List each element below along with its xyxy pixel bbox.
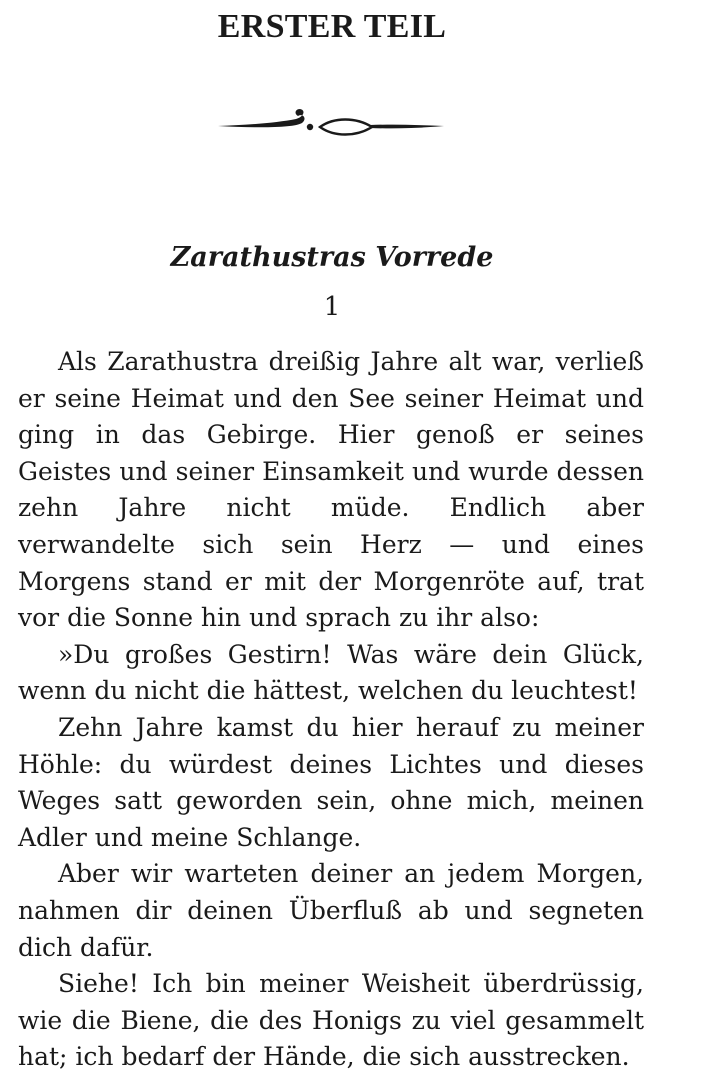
part-title: ERSTER TEIL: [217, 8, 447, 45]
flourish-divider-icon: [216, 104, 446, 144]
section-number: 1: [323, 292, 341, 322]
paragraph: Zehn Jahre kamst du hier herauf zu meiner Höhle: du würdest deines Lichtes und dieses Weges satt geworden sein, ohne mich, meinen Adler und meine Schlange.: [18, 712, 644, 852]
body-text: [18, 344, 644, 1076]
paragraph: Siehe! Ich bin meiner Weisheit überdrüssig, wie die Biene, die des Honigs zu viel gesammelt hat; ich bedarf der Hände, die sich ausstrecken.: [18, 969, 644, 1072]
paragraph: Aber wir warteten deiner an jedem Morgen, nahmen dir deinen Überfluß ab und segneten dich dafür.: [18, 859, 644, 962]
paragraph: »Du großes Gestirn! Was wäre dein Glück, wenn du nicht die hättest, welchen du leuchtest!: [18, 639, 644, 706]
paragraph: Als Zarathustra dreißig Jahre alt war, verließ er seine Heimat und den See seiner Heimat und ging in das Gebirge. Hier genoß er seines Geistes und seiner Einsamkeit und wurde dessen zehn Jahre nicht müde. Endlich aber verwandelte sich sein Herz — und eines Morgens stand er mit der Morgenröte auf, trat vor die Sonne hin und sprach zu ihr also:: [18, 347, 644, 633]
chapter-title: Zarathustras Vorrede: [170, 242, 494, 273]
